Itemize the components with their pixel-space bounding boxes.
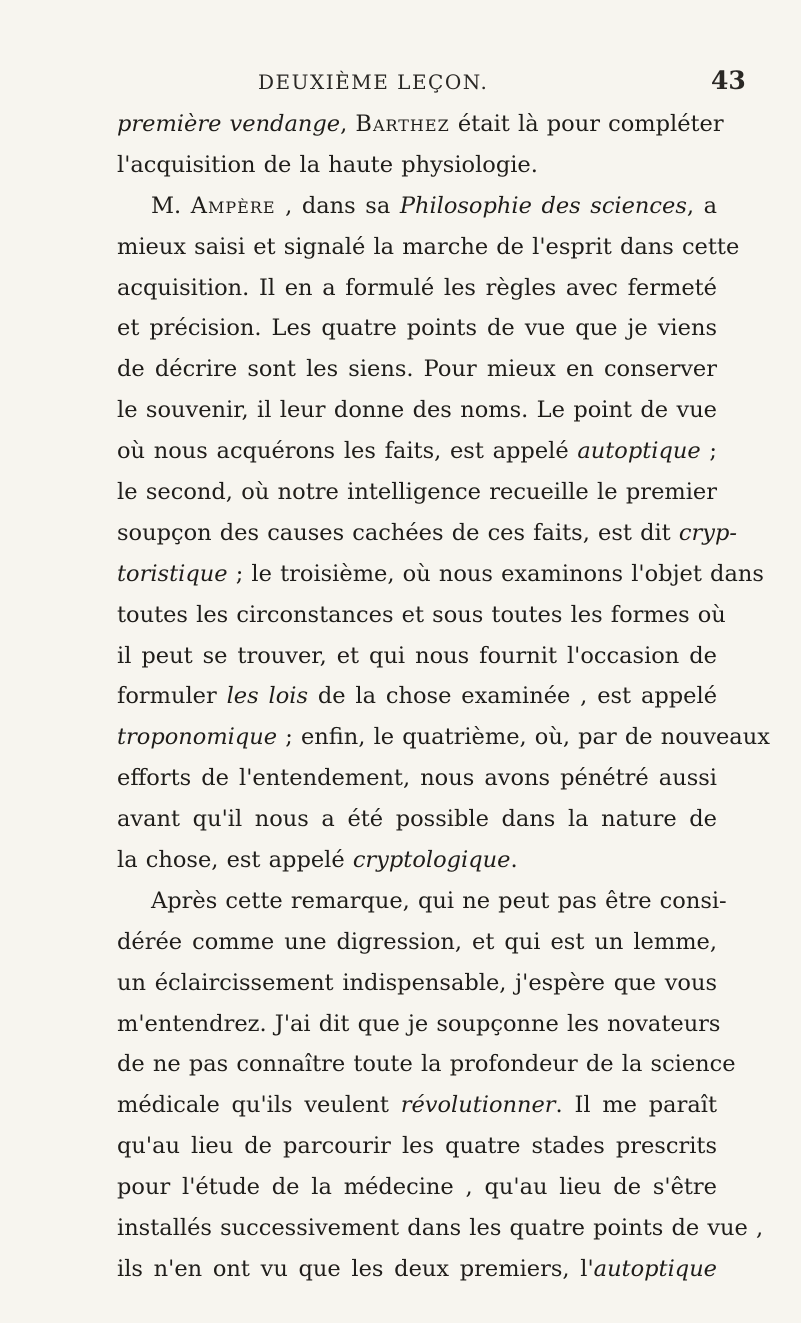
text-line: acquisition. Il en a formulé les règles avec fermeté (117, 274, 717, 301)
text-line: pour l'étude de la médecine , qu'au lieu de s'être (117, 1174, 717, 1201)
text-line: de ne pas connaître toute la profondeur de la science (117, 1051, 736, 1078)
text-line: le second, où notre intelligence recueille le premier (117, 479, 717, 506)
text-line: toristique ; le troisième, où nous examinons l'objet dans (117, 560, 764, 587)
text-line: ils n'en ont vu que les deux premiers, l'autoptique (117, 1255, 717, 1282)
body-text (117, 104, 770, 1290)
text-line: Après cette remarque, qui ne peut pas être consi- (151, 887, 727, 914)
running-head: DEUXIÈME LEÇON. (258, 70, 489, 94)
text-line: soupçon des causes cachées de ces faits, est dit cryp- (117, 519, 737, 546)
text-line: de décrire sont les siens. Pour mieux en conserver (117, 356, 717, 383)
text-line: qu'au lieu de parcourir les quatre stades prescrits (117, 1133, 717, 1160)
text-line: l'acquisition de la haute physiologie. (117, 151, 538, 178)
text-line: il peut se trouver, et qui nous fournit l'occasion de (117, 642, 717, 669)
text-line: troponomique ; enfin, le quatrième, où, par de nouveaux (117, 724, 770, 751)
text-line: efforts de l'entendement, nous avons pénétré aussi (117, 765, 717, 792)
page-number: 43 (711, 66, 746, 95)
text-line: et précision. Les quatre points de vue que je viens (117, 315, 717, 342)
text-line: première vendange, Barthez était là pour compléter (117, 111, 724, 137)
text-line: M. Ampère , dans sa Philosophie des sciences, a (151, 192, 718, 219)
text-line: dérée comme une digression, et qui est un lemme, (117, 928, 717, 955)
text-line: toutes les circonstances et sous toutes les formes où (117, 601, 726, 628)
text-line: installés successivement dans les quatre points de vue , (117, 1215, 764, 1242)
text-line: où nous acquérons les faits, est appelé autoptique ; (117, 438, 717, 465)
text-line: m'entendrez. J'ai dit que je soupçonne les novateurs (117, 1010, 721, 1037)
text-line: le souvenir, il leur donne des noms. Le point de vue (117, 397, 717, 424)
text-line: avant qu'il nous a été possible dans la nature de (117, 806, 717, 833)
text-line: un éclaircissement indispensable, j'espère que vous (117, 969, 717, 996)
text-line: formuler les lois de la chose examinée , est appelé (117, 683, 718, 710)
text-line: mieux saisi et signalé la marche de l'esprit dans cette (117, 233, 740, 260)
text-line: la chose, est appelé cryptologique. (117, 847, 518, 874)
text-line: médicale qu'ils veulent révolutionner. Il me paraît (117, 1092, 717, 1119)
